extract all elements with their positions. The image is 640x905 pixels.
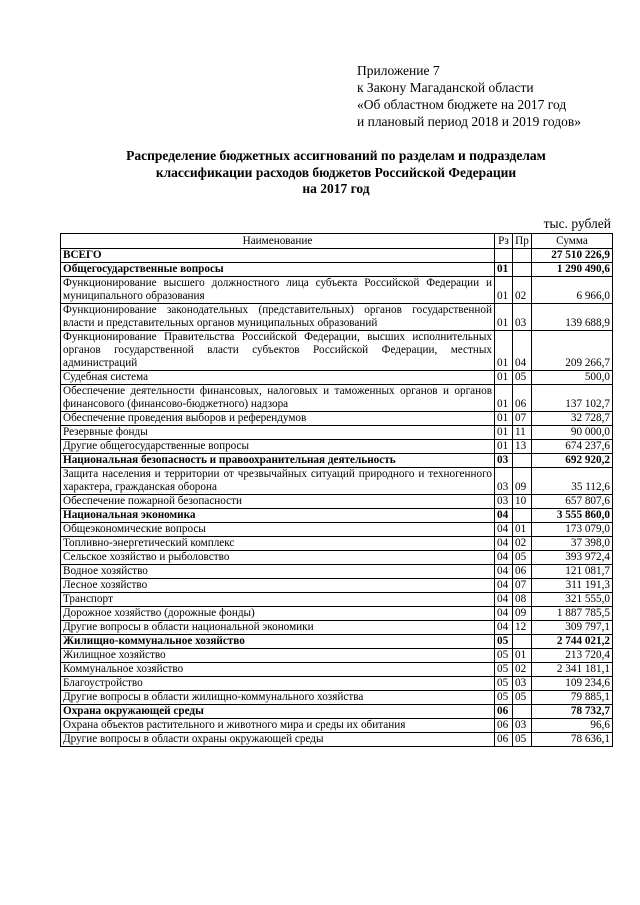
cell-rz: 01 xyxy=(495,304,513,331)
table-row xyxy=(61,331,613,371)
cell-pr: 12 xyxy=(513,621,532,635)
table-row xyxy=(61,565,613,579)
table-row xyxy=(61,454,613,468)
cell-pr: 09 xyxy=(513,468,532,495)
cell-sum: 27 510 226,9 xyxy=(532,249,613,263)
cell-sum: 1 887 785,5 xyxy=(532,607,613,621)
cell-sum: 500,0 xyxy=(532,371,613,385)
table-row xyxy=(61,607,613,621)
cell-pr: 09 xyxy=(513,607,532,621)
cell-sum: 173 079,0 xyxy=(532,523,613,537)
cell-pr: 02 xyxy=(513,537,532,551)
cell-pr: 11 xyxy=(513,426,532,440)
appendix-line: и плановый период 2018 и 2019 годов» xyxy=(357,114,582,129)
cell-name: Жилищно-коммунальное хозяйство xyxy=(61,635,495,649)
cell-pr: 03 xyxy=(513,719,532,733)
cell-rz: 01 xyxy=(495,277,513,304)
table-row xyxy=(61,277,613,304)
cell-rz: 01 xyxy=(495,412,513,426)
cell-name: Резервные фонды xyxy=(61,426,495,440)
table-row xyxy=(61,663,613,677)
cell-rz: 05 xyxy=(495,663,513,677)
cell-sum: 393 972,4 xyxy=(532,551,613,565)
table-body xyxy=(61,249,613,747)
cell-sum: 78 636,1 xyxy=(532,733,613,747)
table-row xyxy=(61,426,613,440)
cell-rz: 05 xyxy=(495,635,513,649)
cell-pr: 01 xyxy=(513,649,532,663)
cell-pr: 04 xyxy=(513,331,532,371)
table-row xyxy=(61,495,613,509)
table-row xyxy=(61,385,613,412)
table-row xyxy=(61,705,613,719)
cell-rz: 01 xyxy=(495,426,513,440)
cell-rz: 05 xyxy=(495,649,513,663)
cell-name: Другие вопросы в области жилищно-коммунального хозяйства xyxy=(61,691,495,705)
cell-pr: 03 xyxy=(513,677,532,691)
cell-sum: 35 112,6 xyxy=(532,468,613,495)
cell-rz: 05 xyxy=(495,677,513,691)
cell-rz: 01 xyxy=(495,331,513,371)
cell-sum: 1 290 490,6 xyxy=(532,263,613,277)
header-sum: Сумма xyxy=(532,234,613,249)
cell-rz: 05 xyxy=(495,691,513,705)
cell-rz: 04 xyxy=(495,579,513,593)
title-line: на 2017 год xyxy=(302,181,370,196)
cell-rz: 03 xyxy=(495,468,513,495)
table-row xyxy=(61,509,613,523)
cell-sum: 78 732,7 xyxy=(532,705,613,719)
table-row xyxy=(61,579,613,593)
cell-name: Функционирование Правительства Российской Федерации, высших исполнительных органов государственной власти субъектов Российской Федерации, местных администраций xyxy=(61,331,495,371)
cell-sum: 692 920,2 xyxy=(532,454,613,468)
table-row xyxy=(61,677,613,691)
cell-name: Общеэкономические вопросы xyxy=(61,523,495,537)
cell-name: Охрана объектов растительного и животного мира и среды их обитания xyxy=(61,719,495,733)
appendix-line: к Закону Магаданской области xyxy=(357,80,534,95)
cell-name: Транспорт xyxy=(61,593,495,607)
cell-name: Другие общегосударственные вопросы xyxy=(61,440,495,454)
cell-rz: 06 xyxy=(495,733,513,747)
table-row xyxy=(61,593,613,607)
title-line: классификации расходов бюджетов Российской Федерации xyxy=(155,164,517,180)
cell-name: Национальная безопасность и правоохранительная деятельность xyxy=(61,454,495,468)
cell-pr xyxy=(513,509,532,523)
cell-pr xyxy=(513,705,532,719)
cell-sum: 109 234,6 xyxy=(532,677,613,691)
cell-pr: 07 xyxy=(513,579,532,593)
cell-pr: 10 xyxy=(513,495,532,509)
cell-name: Охрана окружающей среды xyxy=(61,705,495,719)
cell-rz: 04 xyxy=(495,537,513,551)
cell-pr: 05 xyxy=(513,371,532,385)
cell-name: Функционирование высшего должностного лица субъекта Российской Федерации и муниципального образования xyxy=(61,277,495,304)
cell-rz: 04 xyxy=(495,523,513,537)
cell-rz: 03 xyxy=(495,454,513,468)
cell-rz: 01 xyxy=(495,440,513,454)
cell-name: Водное хозяйство xyxy=(61,565,495,579)
cell-rz: 01 xyxy=(495,263,513,277)
cell-name: Другие вопросы в области охраны окружающей среды xyxy=(61,733,495,747)
table-row xyxy=(61,551,613,565)
table-row xyxy=(61,371,613,385)
cell-pr: 06 xyxy=(513,565,532,579)
cell-pr: 06 xyxy=(513,385,532,412)
table-row xyxy=(61,719,613,733)
title-line: Распределение бюджетных ассигнований по разделам и подразделам xyxy=(126,148,546,163)
table-row xyxy=(61,691,613,705)
cell-name: Другие вопросы в области национальной экономики xyxy=(61,621,495,635)
table-row xyxy=(61,440,613,454)
cell-name: Лесное хозяйство xyxy=(61,579,495,593)
cell-pr: 13 xyxy=(513,440,532,454)
table-row xyxy=(61,537,613,551)
cell-sum: 32 728,7 xyxy=(532,412,613,426)
table-row xyxy=(61,263,613,277)
cell-rz: 04 xyxy=(495,565,513,579)
cell-sum: 90 000,0 xyxy=(532,426,613,440)
cell-rz: 03 xyxy=(495,495,513,509)
cell-name: Обеспечение проведения выборов и референдумов xyxy=(61,412,495,426)
cell-pr: 08 xyxy=(513,593,532,607)
cell-pr xyxy=(513,263,532,277)
cell-pr xyxy=(513,454,532,468)
cell-rz: 04 xyxy=(495,509,513,523)
cell-sum: 2 341 181,1 xyxy=(532,663,613,677)
cell-pr: 01 xyxy=(513,523,532,537)
document-title xyxy=(60,148,612,198)
table-row xyxy=(61,733,613,747)
header-name: Наименование xyxy=(61,234,495,249)
cell-rz: 04 xyxy=(495,593,513,607)
table-row xyxy=(61,412,613,426)
cell-sum: 209 266,7 xyxy=(532,331,613,371)
cell-rz: 06 xyxy=(495,719,513,733)
cell-sum: 3 555 860,0 xyxy=(532,509,613,523)
cell-name: Обеспечение деятельности финансовых, налоговых и таможенных органов и органов финансового (финансово-бюджетного) надзора xyxy=(61,385,495,412)
cell-pr: 05 xyxy=(513,551,532,565)
table-row xyxy=(61,635,613,649)
cell-sum: 121 081,7 xyxy=(532,565,613,579)
appendix-line: «Об областном бюджете на 2017 год xyxy=(357,97,567,112)
cell-name: Функционирование законодательных (представительных) органов государственной власти и представительных органов муниципальных образований xyxy=(61,304,495,331)
cell-name: ВСЕГО xyxy=(61,249,495,263)
appendix-line: Приложение 7 xyxy=(357,63,440,78)
cell-sum: 2 744 021,2 xyxy=(532,635,613,649)
cell-sum: 96,6 xyxy=(532,719,613,733)
cell-rz: 01 xyxy=(495,385,513,412)
table-row xyxy=(61,304,613,331)
cell-rz: 04 xyxy=(495,607,513,621)
cell-rz xyxy=(495,249,513,263)
cell-name: Общегосударственные вопросы xyxy=(61,263,495,277)
table-row xyxy=(61,523,613,537)
cell-pr: 05 xyxy=(513,691,532,705)
unit-label: тыс. рублей xyxy=(543,216,611,231)
table-header-row xyxy=(61,234,613,249)
cell-sum: 37 398,0 xyxy=(532,537,613,551)
cell-name: Дорожное хозяйство (дорожные фонды) xyxy=(61,607,495,621)
budget-table xyxy=(60,233,613,747)
cell-sum: 311 191,3 xyxy=(532,579,613,593)
cell-name: Защита населения и территории от чрезвычайных ситуаций природного и техногенного характера, гражданская оборона xyxy=(61,468,495,495)
cell-name: Коммунальное хозяйство xyxy=(61,663,495,677)
cell-pr: 02 xyxy=(513,277,532,304)
cell-rz: 06 xyxy=(495,705,513,719)
cell-pr: 03 xyxy=(513,304,532,331)
cell-sum: 139 688,9 xyxy=(532,304,613,331)
cell-sum: 79 885,1 xyxy=(532,691,613,705)
cell-rz: 04 xyxy=(495,621,513,635)
cell-sum: 309 797,1 xyxy=(532,621,613,635)
table-row xyxy=(61,649,613,663)
table-row xyxy=(61,468,613,495)
cell-name: Обеспечение пожарной безопасности xyxy=(61,495,495,509)
cell-name: Благоустройство xyxy=(61,677,495,691)
header-rz: Рз xyxy=(495,234,513,249)
cell-rz: 04 xyxy=(495,551,513,565)
cell-sum: 6 966,0 xyxy=(532,277,613,304)
cell-pr xyxy=(513,249,532,263)
cell-name: Национальная экономика xyxy=(61,509,495,523)
header-pr: Пр xyxy=(513,234,532,249)
cell-sum: 657 807,6 xyxy=(532,495,613,509)
cell-sum: 213 720,4 xyxy=(532,649,613,663)
cell-sum: 674 237,6 xyxy=(532,440,613,454)
table-row xyxy=(61,249,613,263)
cell-name: Топливно-энергетический комплекс xyxy=(61,537,495,551)
cell-name: Сельское хозяйство и рыболовство xyxy=(61,551,495,565)
cell-name: Жилищное хозяйство xyxy=(61,649,495,663)
cell-pr: 05 xyxy=(513,733,532,747)
cell-sum: 137 102,7 xyxy=(532,385,613,412)
cell-pr: 02 xyxy=(513,663,532,677)
cell-rz: 01 xyxy=(495,371,513,385)
appendix-header xyxy=(357,62,581,130)
cell-pr xyxy=(513,635,532,649)
table-row xyxy=(61,621,613,635)
cell-sum: 321 555,0 xyxy=(532,593,613,607)
cell-name: Судебная система xyxy=(61,371,495,385)
cell-pr: 07 xyxy=(513,412,532,426)
